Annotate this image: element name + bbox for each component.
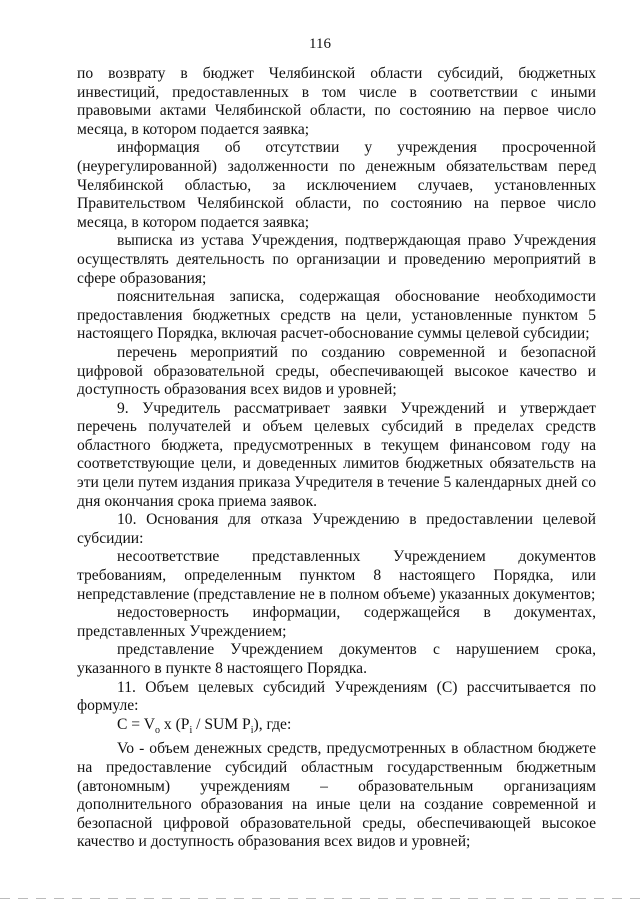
- paragraph: представление Учреждением документов с нарушением срока, указанного в пункте 8 настоящего Порядка.: [77, 641, 596, 677]
- paragraph-item-10: 10. Основания для отказа Учреждению в предоставлении целевой субсидии:: [77, 511, 596, 547]
- document-body: [77, 65, 596, 852]
- paragraph-item-9: 9. Учредитель рассматривает заявки Учреждений и утверждает перечень получателей и объем целевых субсидий в пределах средств областного бюджета, предусмотренных в текущем финансовом году на соответствующие цели, и доведенных лимитов бюджетных обязательств на эти цели путем издания приказа Учредителя в течение 5 календарных дней со дня окончания срока приема заявок.: [77, 399, 596, 510]
- paragraph: выписка из устава Учреждения, подтверждающая право Учреждения осуществлять деятельность по организации и проведению мероприятий в сфере образования;: [77, 232, 596, 287]
- paragraph: по возврату в бюджет Челябинской области субсидий, бюджетных инвестиций, предоставленных в том числе в соответствии с иными правовыми актами Челябинской области, по состоянию на первое число месяца, в котором подается заявка;: [77, 65, 596, 138]
- page-number: 116: [309, 36, 331, 52]
- paragraph-item-11: 11. Объем целевых субсидий Учреждениям (С) рассчитывается по формуле:: [77, 678, 596, 715]
- paragraph: пояснительная записка, содержащая обоснование необходимости предоставления бюджетных средств на цели, установленные пунктом 5 настоящего Порядка, включая расчет-обоснование суммы целевой субсидии;: [77, 288, 596, 343]
- paragraph: недостоверность информации, содержащейся в документах, представленных Учреждением;: [77, 604, 596, 640]
- paragraph: перечень мероприятий по созданию современной и безопасной цифровой образовательной среды, обеспечивающей высокое качество и доступность образования всех видов и уровней;: [77, 343, 596, 399]
- formula: $C = V_o$ x ($P_i$ / SUM $P_i$), где:: [117, 715, 292, 736]
- footer-divider: [0, 898, 640, 899]
- formula-definition: Vo - объем денежных средств, предусмотренных в областном бюджете на предоставление субсидий областным государственным бюджетным (автономным) учреждениям – образовательным организациям дополнительного образования на иные цели на создание современной и безопасной цифровой образовательной среды, обеспечивающей высокое качество и доступность образования всех видов и уровней;: [77, 740, 596, 851]
- paragraph: информация об отсутствии у учреждения просроченной (неурегулированной) задолженности по денежным обязательствам перед Челябинской областью, за исключением случаев, установленных Правительством Челябинской области, по состоянию на первое число месяца, в котором подается заявка;: [77, 139, 596, 231]
- paragraph: несоответствие представленных Учреждением документов требованиям, определенным пунктом 8 настоящего Порядка, или непредставление (представление не в полном объеме) указанных документов;: [77, 548, 596, 603]
